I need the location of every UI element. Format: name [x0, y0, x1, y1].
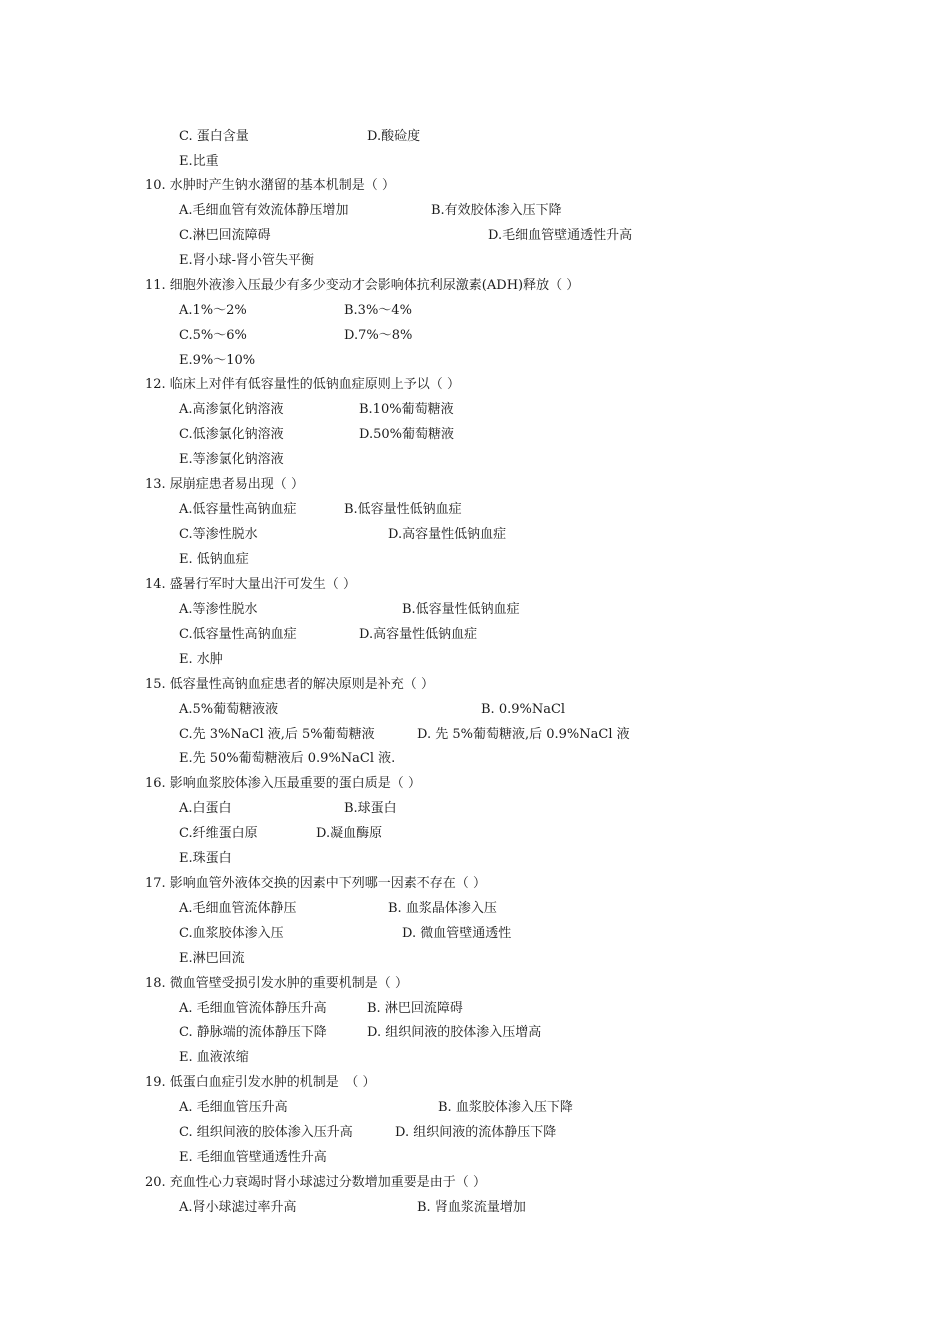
text-line-47: A.毛细血管流体静压 [179, 901, 297, 916]
text-line-43: C.纤维蛋白原 [179, 826, 258, 841]
text-line-16: 12. 临床上对伴有低容量性的低钠血症原则上予以（ ） [145, 377, 460, 392]
text-line-57: E. 血液浓缩 [179, 1050, 249, 1065]
text-line-19: C.低渗氯化钠溶液 [179, 427, 284, 442]
text-line-42: B.球蛋白 [344, 801, 397, 816]
text-line-32: D.高容量性低钠血症 [359, 627, 478, 642]
text-line-1: C. 蛋白含量 [179, 129, 249, 144]
text-line-53: A. 毛细血管流体静压升高 [179, 1001, 327, 1016]
text-line-40: 16. 影响血浆胶体渗入压最重要的蛋白质是（ ） [145, 776, 421, 791]
text-line-66: B. 肾血浆流量增加 [417, 1200, 526, 1215]
text-line-36: B. 0.9%NaCl [481, 702, 566, 717]
text-line-10: 11. 细胞外液渗入压最少有多少变动才会影响体抗利尿激素(ADH)释放（ ） [145, 278, 580, 293]
text-line-46: 17. 影响血管外液体交换的因素中下列哪一因素不存在（ ） [145, 876, 486, 891]
text-line-64: 20. 充血性心力衰竭时肾小球滤过分数增加重要是由于（ ） [145, 1175, 486, 1190]
text-line-2: D.酸硷度 [367, 129, 421, 144]
text-line-62: D. 组织间液的流体静压下降 [395, 1125, 557, 1140]
text-line-37: C.先 3%NaCl 液,后 5%葡萄糖液 [179, 727, 375, 742]
text-line-45: E.珠蛋白 [179, 851, 232, 866]
text-line-27: E. 低钠血症 [179, 552, 249, 567]
text-line-18: B.10%葡萄糖液 [359, 402, 454, 417]
text-line-24: B.低容量性低钠血症 [344, 502, 462, 517]
text-line-23: A.低容量性高钠血症 [179, 502, 297, 517]
text-line-54: B. 淋巴回流障碍 [367, 1001, 463, 1016]
text-line-3: E.比重 [179, 154, 219, 169]
text-line-6: B.有效胶体渗入压下降 [431, 203, 562, 218]
text-line-15: E.9%～10% [179, 353, 256, 368]
text-line-12: B.3%～4% [344, 303, 412, 318]
text-line-8: D.毛细血管壁通透性升高 [488, 228, 633, 243]
text-line-30: B.低容量性低钠血症 [402, 602, 520, 617]
text-line-61: C. 组织间液的胶体渗入压升高 [179, 1125, 353, 1140]
text-line-44: D.凝血酶原 [316, 826, 383, 841]
text-line-17: A.高渗氯化钠溶液 [179, 402, 284, 417]
text-line-29: A.等渗性脱水 [179, 602, 258, 617]
text-line-33: E. 水肿 [179, 652, 223, 667]
text-line-14: D.7%～8% [344, 328, 413, 343]
text-line-25: C.等渗性脱水 [179, 527, 258, 542]
text-line-11: A.1%～2% [179, 303, 247, 318]
text-line-39: E.先 50%葡萄糖液后 0.9%NaCl 液. [179, 751, 396, 766]
text-line-31: C.低容量性高钠血症 [179, 627, 297, 642]
text-line-50: D. 微血管壁通透性 [402, 926, 512, 941]
text-line-65: A.肾小球滤过率升高 [179, 1200, 297, 1215]
text-line-28: 14. 盛暑行军时大量出汗可发生（ ） [145, 577, 356, 592]
text-line-60: B. 血浆胶体渗入压下降 [438, 1100, 573, 1115]
text-line-58: 19. 低蛋白血症引发水肿的机制是 （ ） [145, 1075, 376, 1090]
text-line-35: A.5%葡萄糖液液 [179, 702, 279, 717]
text-line-51: E.淋巴回流 [179, 951, 245, 966]
text-line-38: D. 先 5%葡萄糖液,后 0.9%NaCl 液 [417, 727, 630, 742]
text-line-22: 13. 尿崩症患者易出现（ ） [145, 477, 304, 492]
text-line-21: E.等渗氯化钠溶液 [179, 452, 284, 467]
text-line-20: D.50%葡萄糖液 [359, 427, 454, 442]
text-line-49: C.血浆胶体渗入压 [179, 926, 284, 941]
text-line-59: A. 毛细血管压升高 [179, 1100, 288, 1115]
text-line-13: C.5%～6% [179, 328, 247, 343]
text-line-52: 18. 微血管壁受损引发水肿的重要机制是（ ） [145, 976, 408, 991]
text-line-26: D.高容量性低钠血症 [388, 527, 507, 542]
text-line-4: 10. 水肿时产生钠水潴留的基本机制是（ ） [145, 178, 395, 193]
text-line-55: C. 静脉端的流体静压下降 [179, 1025, 327, 1040]
text-line-9: E.肾小球-肾小管失平衡 [179, 253, 315, 268]
text-line-7: C.淋巴回流障碍 [179, 228, 271, 243]
text-line-5: A.毛细血管有效流体静压增加 [179, 203, 349, 218]
text-line-63: E. 毛细血管壁通透性升高 [179, 1150, 327, 1165]
text-line-34: 15. 低容量性高钠血症患者的解决原则是补充（ ） [145, 677, 434, 692]
text-line-41: A.白蛋白 [179, 801, 232, 816]
text-line-56: D. 组织间液的胶体渗入压增高 [367, 1025, 542, 1040]
text-line-48: B. 血浆晶体渗入压 [388, 901, 497, 916]
